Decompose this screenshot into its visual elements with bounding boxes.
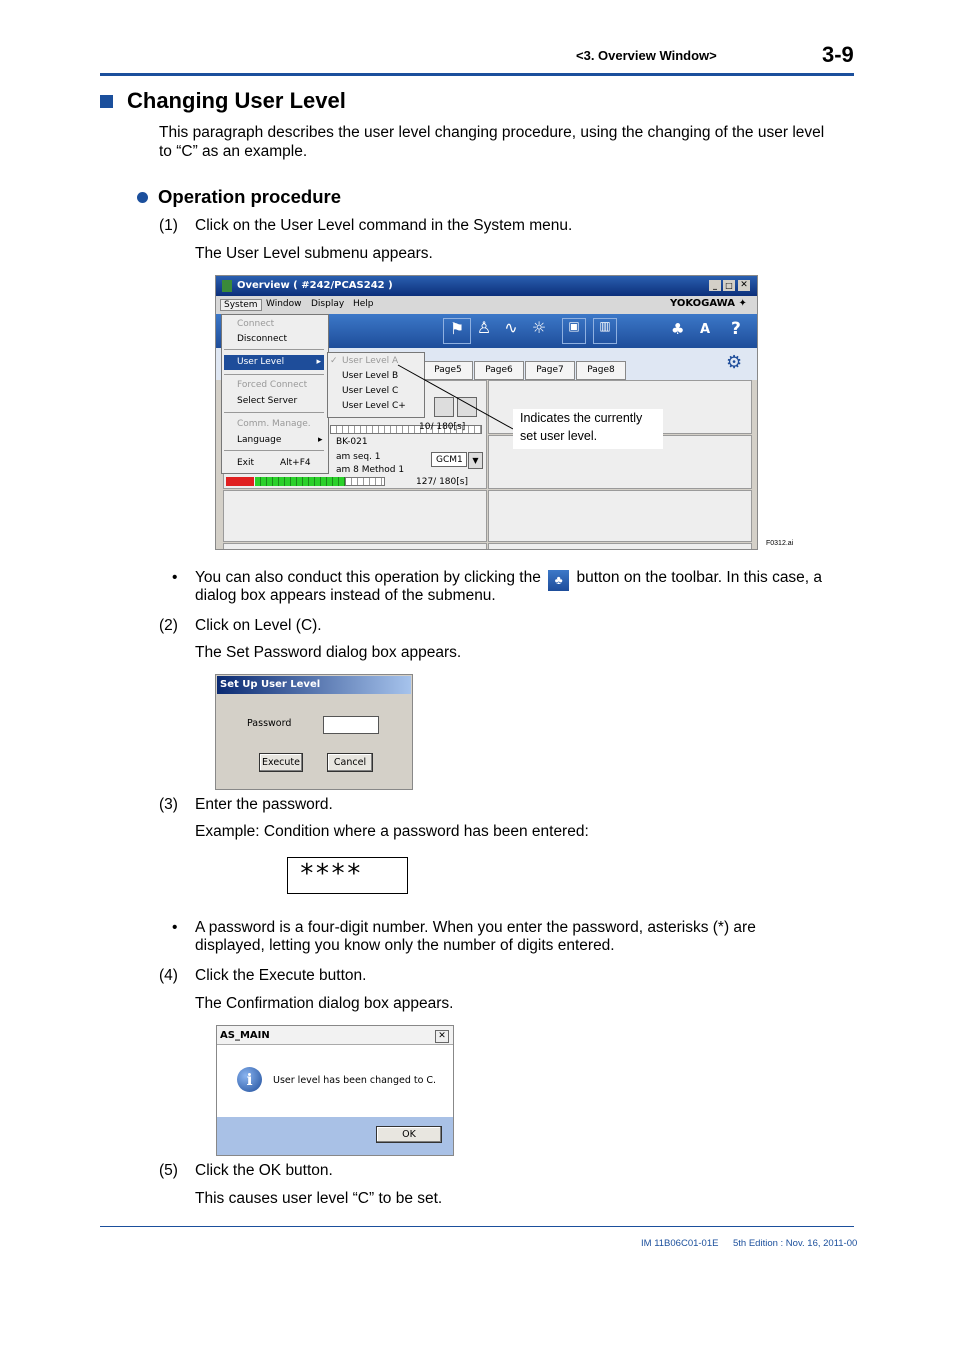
step-text: Click the OK button. — [195, 1162, 333, 1179]
menu-help[interactable]: Help — [353, 299, 374, 309]
submenu-item-level-b[interactable]: User Level B — [342, 371, 399, 381]
menu-window[interactable]: Window — [266, 299, 302, 309]
menu-item-connect[interactable]: Connect — [237, 319, 275, 329]
menu-shortcut: Alt+F4 — [280, 458, 311, 468]
step-text: Enter the password. — [195, 796, 333, 813]
header-rule — [100, 73, 854, 76]
step-number: (1) — [159, 217, 178, 234]
password-note-line2: displayed, letting you know only the number of digits entered. — [195, 937, 615, 954]
submenu-item-level-c[interactable]: User Level C — [342, 386, 399, 396]
sequence-label: am 8 Method 1 — [336, 465, 405, 475]
tab-page8[interactable]: Page8 — [576, 361, 626, 380]
square-bullet-icon — [100, 95, 113, 108]
step-text: Click on the User Level command in the System menu. — [195, 217, 573, 234]
footer-rule — [100, 1226, 854, 1227]
menu-display[interactable]: Display — [311, 299, 345, 309]
counter-text: 10/ 180[s] — [419, 422, 466, 432]
step-note: The Set Password dialog box appears. — [195, 644, 462, 661]
unit-label: BK-021 — [336, 437, 368, 447]
step-number: (3) — [159, 796, 178, 813]
callout-leader-line — [216, 276, 757, 549]
submenu-arrow-icon: ▸ — [316, 357, 321, 367]
user-level-button-icon: ♣ — [548, 570, 569, 591]
dialog-title: Set Up User Level — [217, 676, 411, 694]
subheading: Operation procedure — [137, 186, 341, 208]
submenu-arrow-icon: ▸ — [318, 435, 323, 445]
check-icon: ✓ — [330, 356, 338, 366]
bullet-icon: • — [172, 569, 178, 586]
window-title: Overview ( #242/PCAS242 ) — [237, 280, 393, 291]
flask-icon[interactable]: ♙ — [476, 318, 492, 337]
password-input[interactable] — [323, 716, 379, 734]
tab-page5[interactable]: Page5 — [423, 361, 473, 380]
menu-item-user-level[interactable]: User Level ▸ — [224, 355, 324, 370]
edition-info: 5th Edition : Nov. 16, 2011-00 — [733, 1238, 858, 1249]
confirmation-dialog — [216, 1025, 454, 1156]
step-note: The User Level submenu appears. — [195, 245, 433, 262]
execute-button[interactable]: Execute — [259, 753, 303, 772]
page-number: 3-9 — [822, 42, 854, 67]
submenu-item-level-c-plus[interactable]: User Level C+ — [342, 401, 406, 411]
section-title: Changing User Level — [127, 88, 346, 113]
cancel-button[interactable]: Cancel — [327, 753, 373, 772]
circle-bullet-icon — [137, 192, 148, 203]
password-label: Password — [247, 718, 292, 729]
step-text: Click the Execute button. — [195, 967, 367, 984]
settings-icon[interactable]: ⚙ — [726, 352, 743, 373]
as-icon[interactable]: ▣ — [562, 318, 586, 344]
bullet-icon: • — [172, 919, 178, 936]
document-number: IM 11B06C01-01E — [641, 1238, 719, 1249]
tab-page7[interactable]: Page7 — [525, 361, 575, 380]
toolbar-note-line2: dialog box appears instead of the submenu. — [195, 587, 496, 604]
submenu-item-level-a[interactable]: User Level A — [342, 356, 399, 366]
toolbar-note: You can also conduct this operation by clicking the ♣ button on the toolbar. In this case, a — [195, 569, 855, 591]
trend-icon[interactable]: ∿ — [504, 318, 518, 337]
counter-text: 127/ 180[s] — [416, 477, 468, 487]
menu-item-language[interactable]: Language — [237, 435, 282, 445]
password-note: A password is a four-digit number. When you enter the password, asterisks (*) are — [195, 919, 756, 936]
menu-item-forced-connect[interactable]: Forced Connect — [237, 380, 308, 390]
step-number: (5) — [159, 1162, 178, 1179]
minimize-icon[interactable]: _ — [709, 280, 721, 291]
sequence-label: am seq. 1 — [336, 452, 381, 462]
menu-system[interactable]: System — [220, 299, 262, 311]
close-icon[interactable]: ✕ — [738, 280, 750, 291]
help-icon[interactable]: ? — [731, 319, 741, 339]
intro-paragraph: This paragraph describes the user level changing procedure, using the changing of the user level to “C” as an example. — [159, 124, 825, 160]
figure-reference: F0312.ai — [766, 540, 794, 547]
close-icon[interactable]: ✕ — [435, 1030, 449, 1043]
menu-item-exit[interactable]: Exit — [237, 458, 255, 468]
overview-window-screenshot — [215, 275, 758, 550]
step-number: (4) — [159, 967, 178, 984]
set-up-user-level-dialog — [215, 674, 413, 790]
password-example-field: **** — [287, 857, 408, 894]
menu-item-disconnect[interactable]: Disconnect — [237, 334, 287, 344]
brand-logo: YOKOGAWA ✦ — [670, 298, 747, 309]
hierarchy-icon[interactable]: ⚑ — [443, 318, 471, 344]
alarm-icon[interactable]: ☼ — [531, 318, 547, 337]
dialog-footer — [217, 1117, 453, 1155]
tab-page6[interactable]: Page6 — [474, 361, 524, 380]
step-note: This causes user level “C” to be set. — [195, 1190, 443, 1207]
current-user-level: A — [700, 322, 711, 337]
ok-button[interactable]: OK — [376, 1126, 442, 1143]
step-text: Click on Level (C). — [195, 617, 322, 634]
step-note: Example: Condition where a password has been entered: — [195, 823, 589, 840]
maximize-icon[interactable]: □ — [723, 280, 735, 291]
menu-item-comm-manage[interactable]: Comm. Manage. — [237, 419, 311, 429]
menu-item-select-server[interactable]: Select Server — [237, 396, 298, 406]
step-number: (2) — [159, 617, 178, 634]
step-note: The Confirmation dialog box appears. — [195, 995, 454, 1012]
dialog-title: AS_MAIN — [217, 1026, 453, 1045]
info-icon: i — [237, 1067, 262, 1092]
dropdown-arrow-icon[interactable]: ▼ — [468, 452, 483, 469]
running-header-section: <3. Overview Window> — [576, 48, 717, 63]
panel-icon[interactable]: ▥ — [593, 318, 617, 344]
gcm-select[interactable]: GCM1 — [431, 452, 467, 467]
confirmation-message: User level has been changed to C. — [273, 1075, 437, 1086]
user-level-button-icon[interactable]: ♣ — [671, 320, 685, 338]
callout-box: Indicates the currently set user level. — [513, 409, 663, 449]
section-heading — [100, 88, 346, 114]
